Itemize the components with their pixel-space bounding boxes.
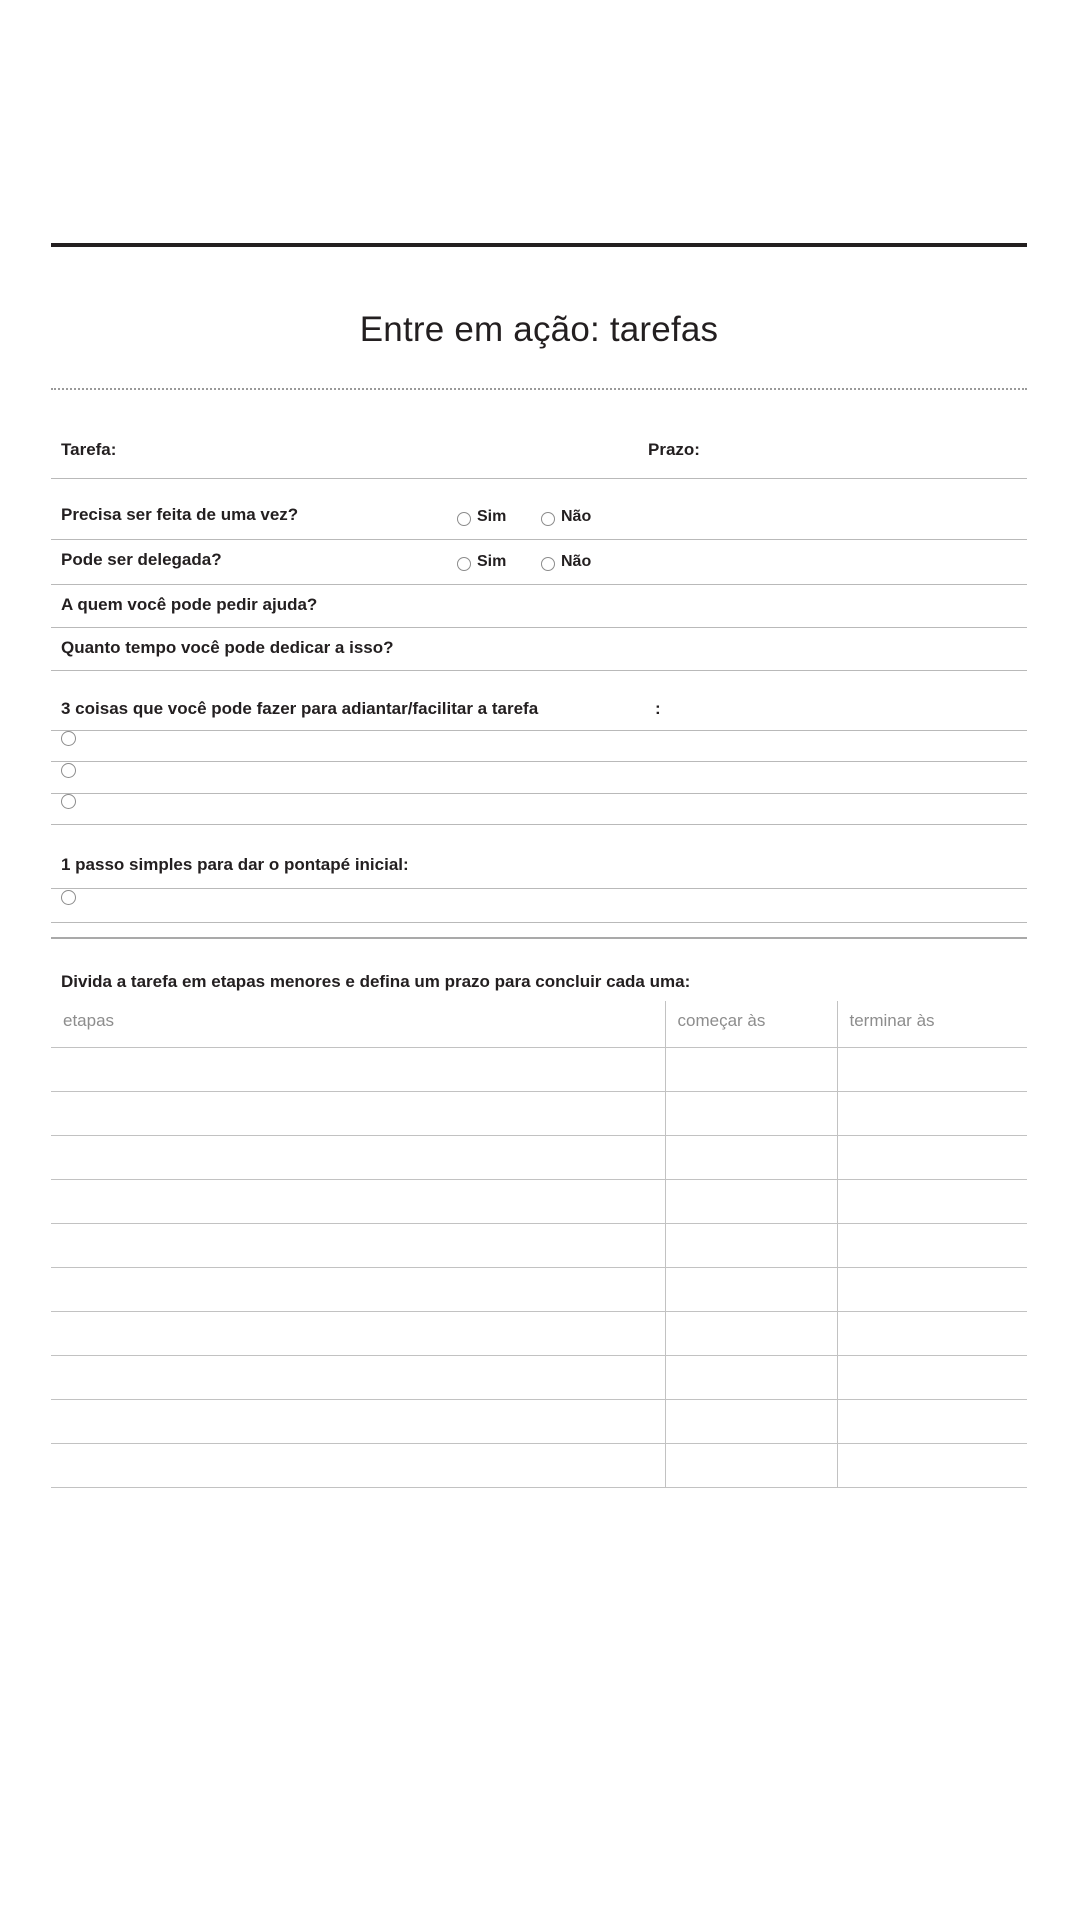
table-header-row [51,1001,1027,1048]
table-row[interactable] [51,1092,1027,1136]
dotted-divider [51,388,1027,392]
question-row-1 [51,496,1027,540]
table-row[interactable] [51,1356,1027,1400]
cell-terminar[interactable] [837,1356,1027,1400]
three-things-colon: : [655,699,661,718]
rule-q3 [51,627,1027,628]
rule-q1 [51,539,1027,540]
cell-terminar[interactable] [837,1268,1027,1312]
steps-table [51,1001,1027,1488]
cell-terminar[interactable] [837,1312,1027,1356]
prazo-label: Prazo: [648,440,700,459]
rule-first-step-1 [51,922,1027,923]
first-step-label: 1 passo simples para dar o pontapé inicial: [61,855,409,874]
cell-terminar[interactable] [837,1444,1027,1488]
table-row[interactable] [51,1312,1027,1356]
three-things-bullet-2[interactable] [61,763,76,778]
table-row[interactable] [51,1400,1027,1444]
table-row[interactable] [51,1136,1027,1180]
cell-etapa[interactable] [51,1136,665,1180]
tarefa-label: Tarefa: [61,440,117,459]
cell-terminar[interactable] [837,1136,1027,1180]
cell-comecar[interactable] [665,1268,837,1312]
rule-three-things-3 [51,824,1027,825]
cell-comecar[interactable] [665,1400,837,1444]
cell-terminar[interactable] [837,1092,1027,1136]
question-4-label: Quanto tempo você pode dedicar a isso? [61,638,394,657]
table-row[interactable] [51,1180,1027,1224]
question-2-option-nao-label: Não [561,553,592,570]
rule-three-things-1 [51,761,1027,762]
three-things-label: 3 coisas que você pode fazer para adiantar/facilitar a tarefa [61,699,539,718]
question-1-label: Precisa ser feita de uma vez? [61,505,299,524]
question-2-option-sim-radio[interactable] [457,557,471,571]
cell-etapa[interactable] [51,1048,665,1092]
table-row[interactable] [51,1224,1027,1268]
section-separator [51,937,1027,939]
rule-q4 [51,670,1027,671]
rule-first-step-header [51,888,1027,889]
table-row[interactable] [51,1268,1027,1312]
table-header-etapas: etapas [51,1001,665,1048]
rule-q2 [51,584,1027,585]
cell-comecar[interactable] [665,1312,837,1356]
question-row-3[interactable] [51,586,1027,630]
cell-comecar[interactable] [665,1356,837,1400]
table-header-comecar: começar às [665,1001,837,1048]
question-1-option-nao-radio[interactable] [541,512,555,526]
cell-comecar[interactable] [665,1092,837,1136]
question-row-2 [51,541,1027,585]
three-things-bullet-3[interactable] [61,794,76,809]
rule-three-things-2 [51,793,1027,794]
cell-comecar[interactable] [665,1180,837,1224]
question-2-label: Pode ser delegada? [61,550,222,569]
cell-terminar[interactable] [837,1048,1027,1092]
rule-under-task [51,478,1027,479]
table-header-terminar: terminar às [837,1001,1027,1048]
cell-etapa[interactable] [51,1268,665,1312]
question-1-option-sim-radio[interactable] [457,512,471,526]
three-things-bullet-1[interactable] [61,731,76,746]
cell-terminar[interactable] [837,1180,1027,1224]
question-row-4[interactable] [51,629,1027,673]
rule-three-things-header [51,730,1027,731]
cell-etapa[interactable] [51,1444,665,1488]
question-2-option-sim-label: Sim [477,553,507,570]
cell-comecar[interactable] [665,1224,837,1268]
cell-comecar[interactable] [665,1048,837,1092]
cell-etapa[interactable] [51,1356,665,1400]
question-1-option-sim-label: Sim [477,508,507,525]
top-divider [51,243,1027,247]
question-2-option-nao-radio[interactable] [541,557,555,571]
cell-terminar[interactable] [837,1224,1027,1268]
cell-terminar[interactable] [837,1400,1027,1444]
cell-etapa[interactable] [51,1224,665,1268]
question-3-label: A quem você pode pedir ajuda? [61,595,318,614]
cell-etapa[interactable] [51,1180,665,1224]
table-row[interactable] [51,1048,1027,1092]
task-deadline-row [51,430,1027,480]
cell-etapa[interactable] [51,1400,665,1444]
cell-etapa[interactable] [51,1312,665,1356]
question-1-option-nao-label: Não [561,508,592,525]
first-step-bullet-1[interactable] [61,890,76,905]
table-row[interactable] [51,1444,1027,1488]
cell-comecar[interactable] [665,1136,837,1180]
steps-table-caption: Divida a tarefa em etapas menores e defina um prazo para concluir cada uma: [61,972,691,991]
cell-etapa[interactable] [51,1092,665,1136]
cell-comecar[interactable] [665,1444,837,1488]
page-title: Entre em ação: tarefas [359,310,719,349]
